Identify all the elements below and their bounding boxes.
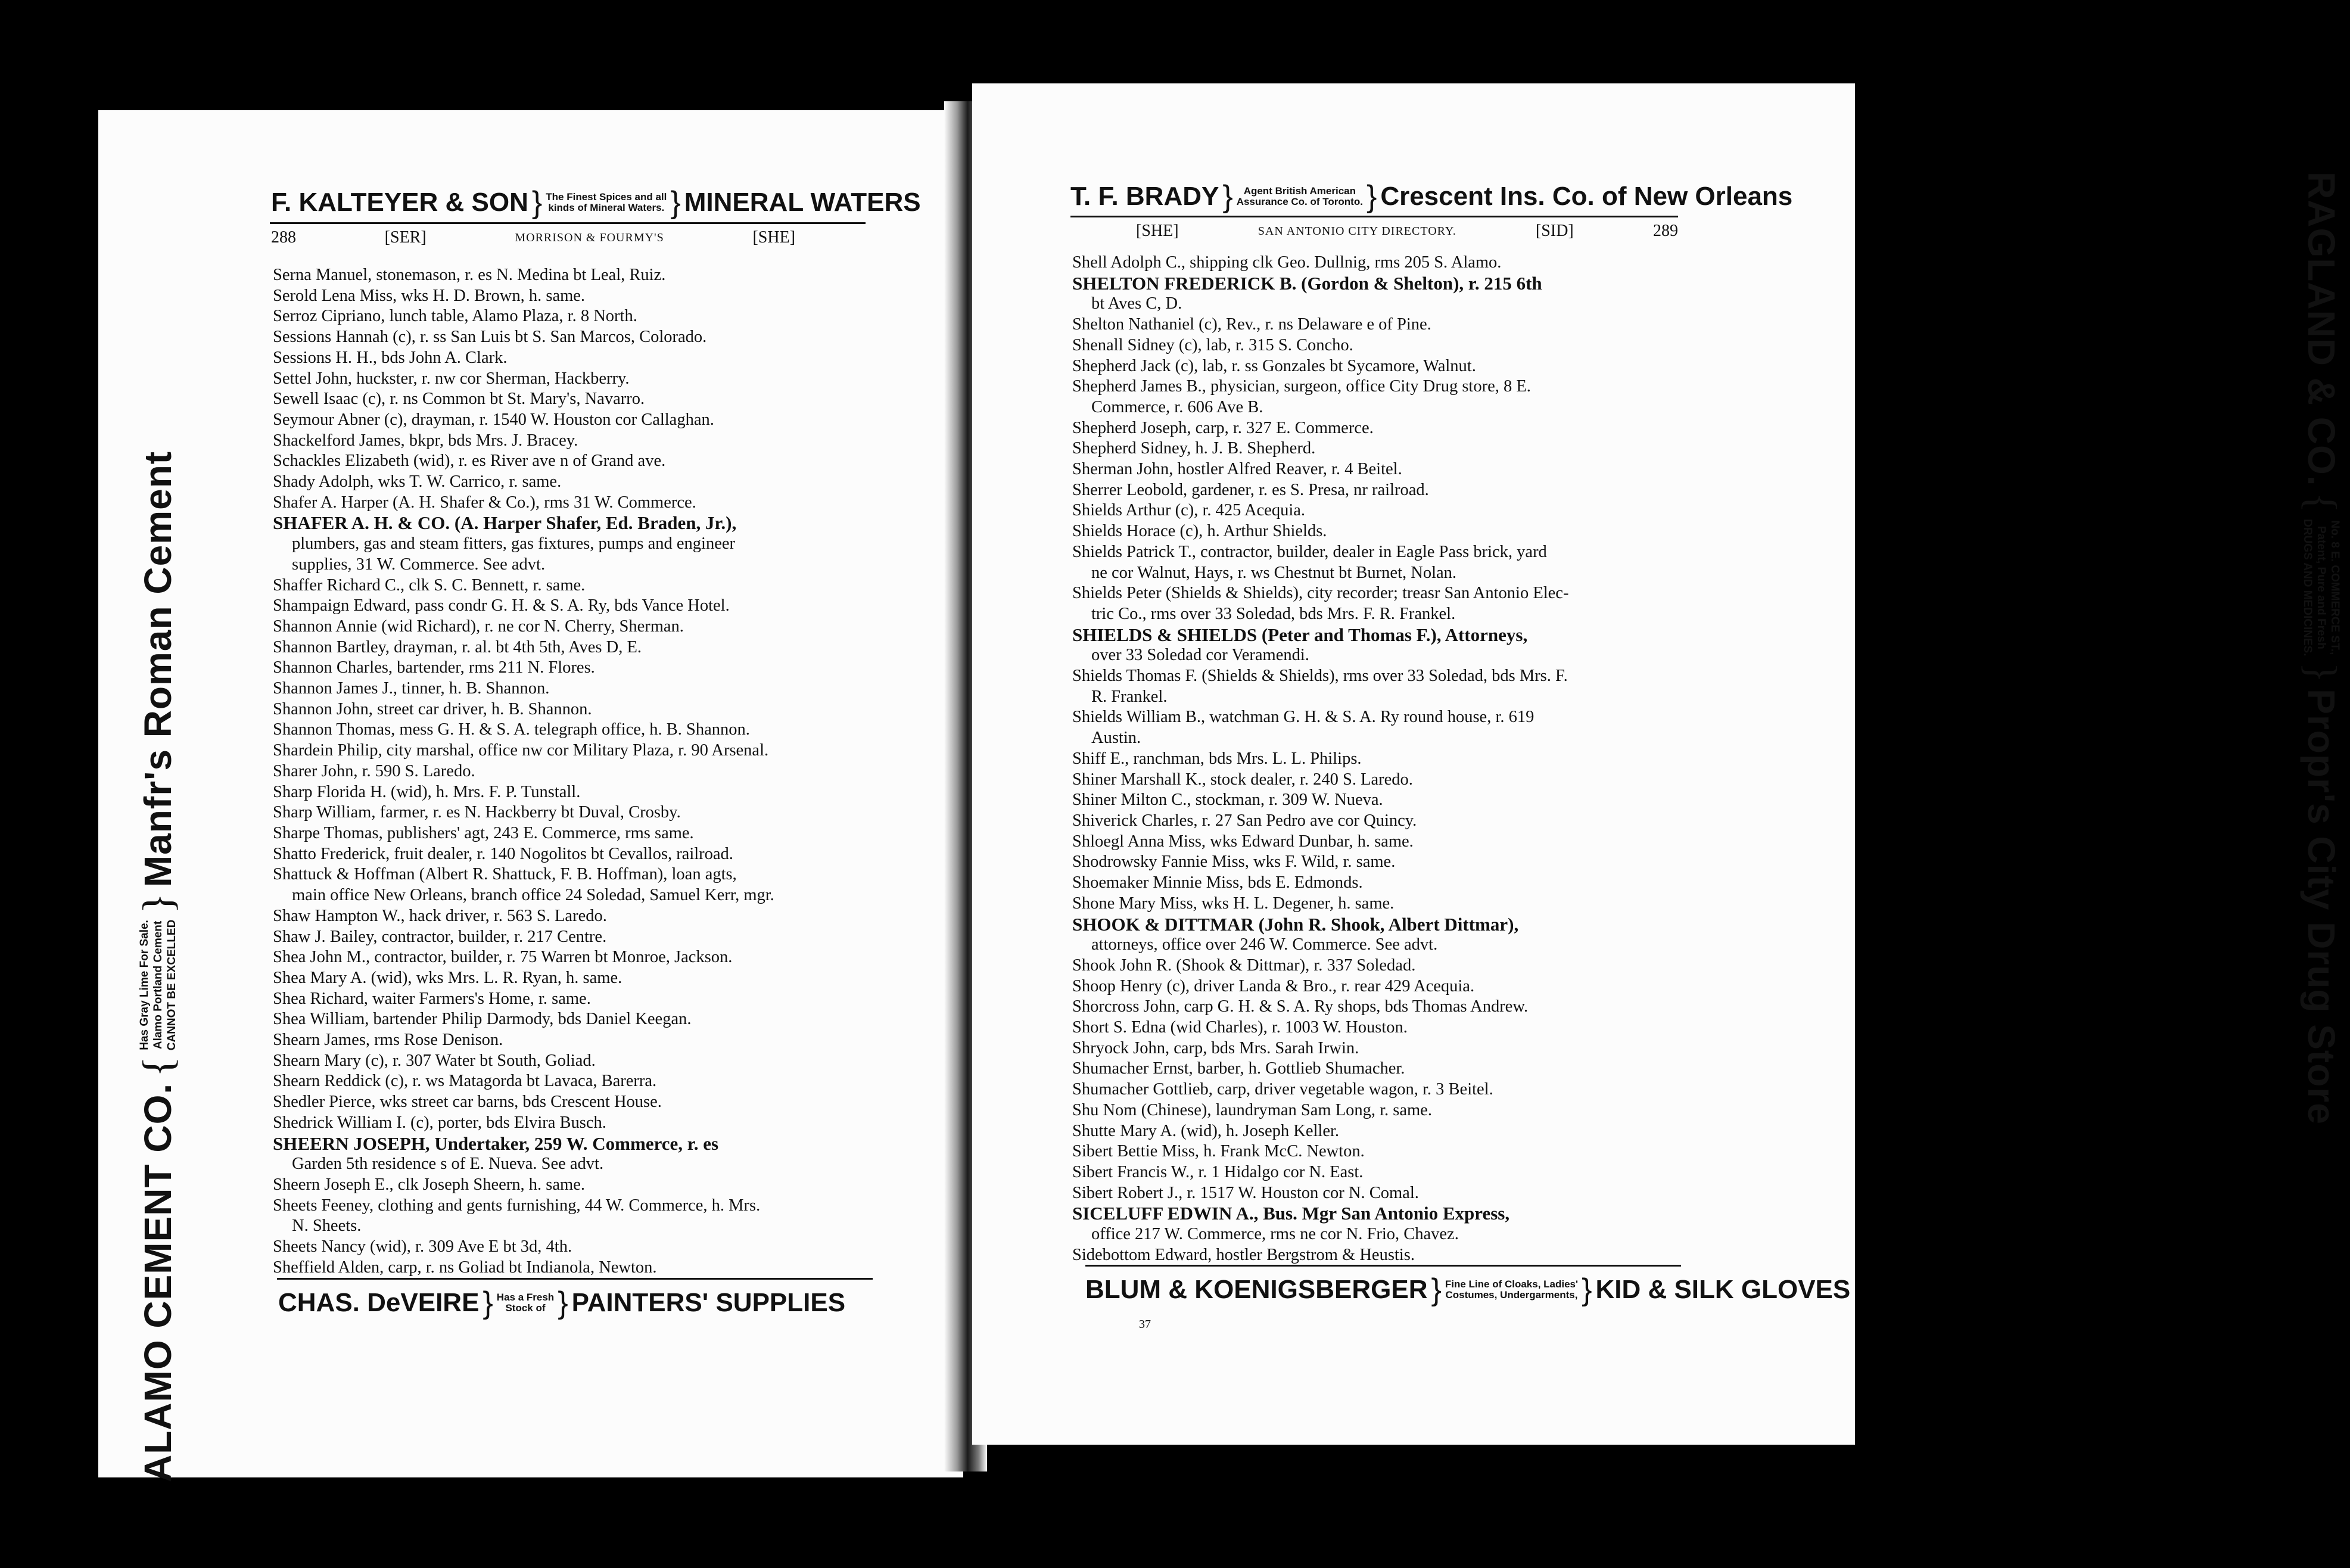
directory-entry — [273, 947, 774, 968]
top-advertisement: T. F. BRADY } Agent British American Assurance Co. of Toronto. } Crescent Ins. Co. of New Orleans — [1070, 179, 1793, 214]
directory-entry — [273, 927, 774, 948]
running-title: MORRISON & FOURMY'S — [515, 231, 664, 244]
ad-details — [497, 1292, 554, 1314]
ad-name: F. KALTEYER & SON — [271, 188, 528, 217]
directory-entry — [1072, 790, 1568, 811]
side-banner-line: Has Gray Lime For Sale. — [138, 920, 151, 1050]
directory-entry — [1072, 935, 1568, 956]
entry-text: Shearn James, rms Rose Denison. — [273, 1031, 503, 1050]
entry-text: Shannon Annie (wid Richard), r. ne cor N. Cherry, Sherman. — [273, 617, 684, 636]
directory-entry — [273, 864, 774, 885]
entry-text: N. Sheets. — [292, 1217, 362, 1236]
side-banner-company: ALAMO CEMENT CO. — [136, 1082, 179, 1482]
directory-entry — [273, 968, 774, 989]
directory-entry — [273, 451, 774, 472]
directory-entry — [273, 1216, 774, 1237]
entry-text: Shutte Mary A. (wid), h. Joseph Keller. — [1072, 1121, 1340, 1140]
entry-text: Shafer A. Harper (A. H. Shafer & Co.), rms 31 W. Commerce. — [273, 493, 696, 512]
entry-text: Shields Peter (Shields & Shields), city recorder; treasr San Antonio Elec- — [1072, 584, 1569, 603]
directory-entry — [273, 761, 774, 782]
side-banner-brace: } — [2298, 662, 2346, 683]
directory-entry — [1072, 480, 1568, 501]
entry-text: Shaw J. Bailey, contractor, builder, r. 217 Centre. — [273, 927, 607, 946]
side-banner-brace: { — [2298, 492, 2346, 514]
directory-entry — [273, 327, 774, 348]
directory-entry — [273, 410, 774, 431]
running-header — [271, 228, 795, 247]
bottom-advertisement: CHAS. DeVEIRE } Has a Fresh Stock of } PAINTERS' SUPPLIES — [278, 1286, 846, 1320]
directory-entry — [273, 1258, 774, 1278]
entry-text: Shiner Milton C., stockman, r. 309 W. Nueva. — [1072, 791, 1383, 810]
directory-entry — [273, 989, 774, 1010]
directory-entry — [273, 1196, 774, 1217]
header-key-left: [SER] — [384, 228, 427, 247]
directory-entry — [273, 472, 774, 493]
right-page — [972, 83, 2346, 1445]
side-banner-product: Manfr's Roman Cement — [136, 450, 179, 888]
directory-entry — [273, 575, 774, 596]
entry-text: Sheffield Alden, carp, r. ns Goliad bt Indianola, Newton. — [273, 1258, 657, 1277]
directory-entry — [1072, 1079, 1568, 1100]
directory-entry — [1072, 956, 1568, 976]
side-banner-line: No. 8 E. COMMERCE ST., — [2329, 520, 2342, 655]
directory-entry — [1072, 418, 1568, 439]
entry-text: tric Co., rms over 33 Soledad, bds Mrs. F. R. Frankel. — [1091, 604, 1456, 623]
directory-entry — [273, 534, 774, 555]
directory-entry — [1072, 976, 1568, 997]
directory-entry — [273, 823, 774, 844]
directory-entry — [273, 1030, 774, 1051]
directory-entry — [1072, 315, 1568, 335]
entry-text: Shumacher Gottlieb, carp, driver vegetable wagon, r. 3 Beitel. — [1072, 1080, 1493, 1099]
directory-entry — [273, 679, 774, 699]
entry-text: attorneys, office over 246 W. Commerce. See advt. — [1091, 935, 1438, 954]
directory-entry — [273, 699, 774, 720]
entry-text: Sheern Joseph E., clk Joseph Sheern, h. same. — [273, 1175, 585, 1194]
entry-text: Schackles Elizabeth (wid), r. es River ave n of Grand ave. — [273, 452, 666, 471]
entry-text: Serold Lena Miss, wks H. D. Brown, h. same. — [273, 286, 586, 305]
side-banner-line: DRUGS AND MEDICINES. — [2301, 519, 2314, 657]
right-side-banner — [2293, 172, 2350, 1399]
entry-text: Sheets Feeney, clothing and gents furnishing, 44 W. Commerce, h. Mrs. — [273, 1196, 761, 1215]
directory-entry — [1072, 1162, 1568, 1183]
directory-entry — [273, 493, 774, 514]
entry-text: Sharp Florida H. (wid), h. Mrs. F. P. Tunstall. — [273, 782, 581, 801]
entry-text: Shields William B., watchman G. H. & S. A. Ry round house, r. 619 — [1072, 708, 1534, 727]
entry-text: Shannon James J., tinner, h. B. Shannon. — [273, 679, 550, 698]
directory-entry — [1072, 1203, 1568, 1224]
directory-entry — [273, 1237, 774, 1258]
header-key-left: [SHE] — [1136, 222, 1179, 240]
directory-entry — [273, 802, 774, 823]
directory-entry — [273, 431, 774, 452]
side-banner-product: Propr's City Drug Store — [2300, 689, 2343, 1125]
signature-mark: 37 — [1139, 1318, 1151, 1331]
entry-text: Sharp William, farmer, r. es N. Hackberry bt Duval, Crosby. — [273, 803, 681, 822]
directory-entry — [1072, 521, 1568, 542]
entry-text: Shields Patrick T., contractor, builder, dealer in Eagle Pass brick, yard — [1072, 542, 1547, 561]
entry-text: Commerce, r. 606 Ave B. — [1091, 397, 1263, 416]
entry-text: Shatto Frederick, fruit dealer, r. 140 Nogolitos bt Cevallos, railroad. — [273, 844, 733, 863]
directory-entry — [273, 389, 774, 410]
directory-entry — [1072, 811, 1568, 832]
directory-entry — [1072, 625, 1568, 646]
entry-text: SICELUFF EDWIN A., Bus. Mgr San Antonio Express, — [1072, 1203, 1510, 1224]
running-header — [1136, 222, 1678, 241]
ad-right: KID & SILK GLOVES — [1595, 1275, 1851, 1304]
directory-entry — [1072, 997, 1568, 1018]
directory-entry — [1072, 894, 1568, 914]
footer-rule — [277, 1278, 873, 1280]
entry-text: Shea John M., contractor, builder, r. 75 Warren bt Monroe, Jackson. — [273, 948, 733, 967]
directory-entry — [1072, 500, 1568, 521]
entry-text: Shorcross John, carp G. H. & S. A. Ry shops, bds Thomas Andrew. — [1072, 997, 1529, 1016]
directory-entry — [1072, 294, 1568, 315]
directory-entry — [273, 1051, 774, 1072]
bottom-advertisement: BLUM & KOENIGSBERGER } Fine Line of Cloaks, Ladies' Costumes, Undergarments, } KID & SILK GLOVES — [1085, 1273, 1851, 1307]
entry-text: Sherman John, hostler Alfred Reaver, r. 4 Beitel. — [1072, 460, 1402, 479]
directory-entry — [1072, 273, 1568, 294]
entry-text: Austin. — [1091, 729, 1141, 748]
ad-name: BLUM & KOENIGSBERGER — [1085, 1275, 1428, 1304]
directory-entry — [1072, 852, 1568, 873]
entry-text: Shearn Mary (c), r. 307 Water bt South, Goliad. — [273, 1051, 596, 1070]
side-banner-details — [138, 920, 179, 1051]
directory-entry — [1072, 914, 1568, 935]
entry-text: Shepherd Sidney, h. J. B. Shepherd. — [1072, 439, 1316, 458]
directory-entry — [1072, 1183, 1568, 1204]
directory-entry — [273, 720, 774, 741]
directory-entry — [273, 555, 774, 575]
entry-text: Seymour Abner (c), drayman, r. 1540 W. Houston cor Callaghan. — [273, 410, 714, 429]
entry-text: Sherrer Leobold, gardener, r. es S. Presa, nr railroad. — [1072, 480, 1429, 499]
directory-entry — [273, 306, 774, 327]
entry-text: bt Aves C, D. — [1091, 294, 1182, 313]
entry-text: Sibert Bettie Miss, h. Frank McC. Newton. — [1072, 1142, 1365, 1161]
directory-entry — [1072, 645, 1568, 666]
entry-text: Shardein Philip, city marshal, office nw cor Military Plaza, r. 90 Arsenal. — [273, 741, 769, 760]
directory-entry — [273, 658, 774, 679]
directory-entry — [1072, 1018, 1568, 1038]
entry-text: Sibert Francis W., r. 1 Hidalgo cor N. East. — [1072, 1162, 1364, 1181]
directory-entry — [273, 1071, 774, 1092]
ad-right: Crescent Ins. Co. of New Orleans — [1380, 182, 1793, 211]
entry-text: Shedrick William I. (c), porter, bds Elvira Busch. — [273, 1113, 606, 1132]
ad-detail-line: kinds of Mineral Waters. — [548, 202, 665, 213]
directory-entry — [1072, 438, 1568, 459]
side-banner-brace: { — [133, 1056, 182, 1077]
entry-text: Shampaign Edward, pass condr G. H. & S. A. Ry, bds Vance Hotel. — [273, 596, 730, 615]
directory-entry — [273, 348, 774, 369]
directory-entry — [273, 885, 774, 906]
entry-text: Sheets Nancy (wid), r. 309 Ave E bt 3d, 4th. — [273, 1237, 572, 1256]
ad-detail-line: Assurance Co. of Toronto. — [1236, 196, 1363, 207]
ad-detail-line: The Finest Spices and all — [546, 191, 667, 203]
side-banner-company: RAGLAND & CO. — [2300, 172, 2343, 487]
entry-text: over 33 Soledad cor Veramendi. — [1091, 646, 1309, 665]
entry-text: Sewell Isaac (c), r. ns Common bt St. Mary's, Navarro. — [273, 390, 645, 409]
entry-text: Short S. Edna (wid Charles), r. 1003 W. Houston. — [1072, 1018, 1408, 1037]
directory-entry — [273, 617, 774, 637]
header-rule — [270, 222, 866, 224]
entry-text: Shodrowsky Fannie Miss, wks F. Wild, r. same. — [1072, 853, 1396, 872]
directory-entry — [273, 906, 774, 927]
directory-entry — [273, 286, 774, 307]
directory-entry — [1072, 1038, 1568, 1059]
entry-text: Sharer John, r. 590 S. Laredo. — [273, 761, 475, 780]
directory-entry — [273, 782, 774, 803]
header-key-right: [SHE] — [752, 228, 795, 247]
directory-entry — [1072, 687, 1568, 708]
directory-entry — [1072, 1224, 1568, 1245]
entry-text: Shone Mary Miss, wks H. L. Degener, h. same. — [1072, 894, 1395, 913]
ad-detail-line: Fine Line of Cloaks, Ladies' — [1445, 1278, 1579, 1290]
entry-text: SHOOK & DITTMAR (John R. Shook, Albert Dittmar), — [1072, 913, 1519, 935]
entry-text: Garden 5th residence s of E. Nueva. See advt. — [292, 1155, 604, 1174]
ad-name: CHAS. DeVEIRE — [278, 1288, 480, 1317]
entry-text: Sidebottom Edward, hostler Bergstrom & Heustis. — [1072, 1245, 1415, 1264]
entry-text: Shannon Thomas, mess G. H. & S. A. telegraph office, h. B. Shannon. — [273, 720, 750, 739]
directory-entry — [1072, 253, 1568, 273]
directory-entry — [1072, 666, 1568, 687]
footer-rule — [1085, 1265, 1681, 1267]
entry-text: main office New Orleans, branch office 24 Soledad, Samuel Kerr, mgr. — [292, 886, 774, 905]
page-number: 288 — [271, 228, 296, 247]
ad-details — [546, 192, 667, 213]
entry-text: Shryock John, carp, bds Mrs. Sarah Irwin. — [1072, 1038, 1359, 1057]
directory-entry — [1072, 397, 1568, 418]
side-banner-line: CANNOT BE EXCELLED — [165, 919, 178, 1051]
side-banner-line: Patent, Pure and Fresh — [2315, 525, 2328, 649]
entry-text: Shell Adolph C., shipping clk Geo. Dullnig, rms 205 S. Alamo. — [1072, 253, 1502, 272]
directory-entry — [1072, 749, 1568, 770]
entry-text: SHIELDS & SHIELDS (Peter and Thomas F.), Attorneys, — [1072, 624, 1528, 645]
entry-text: Sibert Robert J., r. 1517 W. Houston cor N. Comal. — [1072, 1183, 1419, 1202]
ad-right: MINERAL WATERS — [684, 188, 921, 217]
entry-text: SHELTON FREDERICK B. (Gordon & Shelton), r. 215 6th — [1072, 272, 1542, 294]
entry-text: Shenall Sidney (c), lab, r. 315 S. Concho. — [1072, 335, 1353, 354]
entry-text: SHEERN JOSEPH, Undertaker, 259 W. Commerce, r. es — [273, 1133, 719, 1154]
directory-entry — [273, 513, 774, 534]
entry-text: Shattuck & Hoffman (Albert R. Shattuck, F. B. Hoffman), loan agts, — [273, 865, 737, 884]
directory-entry — [1072, 707, 1568, 728]
entry-text: Shannon Bartley, drayman, r. al. bt 4th 5th, Aves D, E. — [273, 637, 642, 657]
entry-text: Shea William, bartender Philip Darmody, bds Daniel Keegan. — [273, 1010, 692, 1029]
entry-text: Shepherd James B., physician, surgeon, office City Drug store, 8 E. — [1072, 377, 1531, 396]
running-title: SAN ANTONIO CITY DIRECTORY. — [1258, 224, 1456, 238]
entry-text: Sessions Hannah (c), r. ss San Luis bt S. San Marcos, Colorado. — [273, 328, 707, 347]
directory-entry — [273, 1134, 774, 1155]
directory-entry — [273, 844, 774, 865]
side-banner-line: Alamo Portland Cement — [151, 920, 164, 1050]
directory-entry — [273, 596, 774, 617]
ad-details — [1237, 186, 1363, 207]
entry-text: plumbers, gas and steam fitters, gas fixtures, pumps and engineer — [292, 534, 735, 553]
directory-entry — [1072, 563, 1568, 584]
entry-text: Shiner Marshall K., stock dealer, r. 240 S. Laredo. — [1072, 770, 1413, 789]
directory-entry — [273, 637, 774, 658]
directory-entry — [273, 265, 774, 286]
entry-text: Shackelford James, bkpr, bds Mrs. J. Bracey. — [273, 431, 578, 450]
entry-text: supplies, 31 W. Commerce. See advt. — [292, 555, 546, 574]
directory-entry — [273, 1175, 774, 1196]
entry-text: Shedler Pierce, wks street car barns, bds Crescent House. — [273, 1093, 662, 1112]
entry-text: Sharpe Thomas, publishers' agt, 243 E. Commerce, rms same. — [273, 823, 694, 842]
entry-text: office 217 W. Commerce, rms ne cor N. Frio, Chavez. — [1091, 1225, 1459, 1244]
entry-text: Shepherd Joseph, carp, r. 327 E. Commerce. — [1072, 418, 1374, 437]
side-banner-brace: } — [133, 893, 182, 914]
directory-entry — [273, 369, 774, 390]
directory-entry — [273, 1009, 774, 1030]
directory-entry — [1072, 1121, 1568, 1142]
entry-text: Shepherd Jack (c), lab, r. ss Gonzales bt Sycamore, Walnut. — [1072, 356, 1476, 375]
directory-entry — [1072, 356, 1568, 377]
entry-text: Shady Adolph, wks T. W. Carrico, r. same. — [273, 472, 562, 491]
directory-entries — [1072, 253, 1568, 1265]
directory-entry — [1072, 377, 1568, 397]
ad-name: T. F. BRADY — [1070, 182, 1219, 211]
entry-text: Shannon John, street car driver, h. B. Shannon. — [273, 699, 592, 718]
entry-text: Sessions H. H., bds John A. Clark. — [273, 348, 508, 367]
directory-entry — [1072, 770, 1568, 791]
entry-text: Shannon Charles, bartender, rms 211 N. Flores. — [273, 658, 595, 677]
directory-entry — [1072, 1245, 1568, 1266]
entry-text: R. Frankel. — [1091, 687, 1168, 706]
directory-entry — [1072, 1141, 1568, 1162]
directory-entry — [1072, 728, 1568, 749]
entry-text: Shoemaker Minnie Miss, bds E. Edmonds. — [1072, 873, 1363, 892]
entry-text: Shiff E., ranchman, bds Mrs. L. L. Philips. — [1072, 749, 1362, 768]
directory-entry — [1072, 1059, 1568, 1079]
directory-entry — [1072, 335, 1568, 356]
entry-text: Shaw Hampton W., hack driver, r. 563 S. Laredo. — [273, 906, 607, 925]
directory-entry — [273, 1113, 774, 1134]
directory-entry — [273, 1154, 774, 1175]
entry-text: Shelton Nathaniel (c), Rev., r. ns Delaware e of Pine. — [1072, 315, 1431, 334]
entry-text: Shu Nom (Chinese), laundryman Sam Long, r. same. — [1072, 1100, 1432, 1119]
ad-detail-line: Stock of — [505, 1302, 546, 1314]
directory-entry — [273, 1092, 774, 1113]
entry-text: Shea Mary A. (wid), wks Mrs. L. R. Ryan, h. same. — [273, 968, 622, 987]
directory-entry — [1072, 1100, 1568, 1121]
ad-detail-line: Costumes, Undergarments, — [1445, 1289, 1578, 1301]
directory-entry — [1072, 542, 1568, 563]
entry-text: Shields Arthur (c), r. 425 Acequia. — [1072, 501, 1306, 520]
entry-text: Shields Horace (c), h. Arthur Shields. — [1072, 522, 1327, 541]
entry-text: Serna Manuel, stonemason, r. es N. Medina bt Leal, Ruiz. — [273, 266, 666, 284]
header-rule — [1070, 216, 1678, 217]
entry-text: Shields Thomas F. (Shields & Shields), rms over 33 Soledad, bds Mrs. F. — [1072, 667, 1568, 686]
ad-detail-line: Has a Fresh — [496, 1292, 555, 1303]
directory-entry — [273, 741, 774, 761]
directory-entry — [1072, 604, 1568, 625]
left-side-banner — [129, 172, 186, 1482]
entry-text: Shea Richard, waiter Farmers's Home, r. same. — [273, 989, 591, 1008]
ad-details — [1445, 1279, 1578, 1301]
page-number: 289 — [1652, 222, 1678, 240]
entry-text: Shloegl Anna Miss, wks Edward Dunbar, h. same. — [1072, 832, 1414, 851]
entry-text: Shoop Henry (c), driver Landa & Bro., r. rear 429 Acequia. — [1072, 976, 1475, 995]
entry-text: ne cor Walnut, Hays, r. ws Chestnut bt Burnet, Nolan. — [1091, 563, 1457, 582]
entry-text: Serroz Cipriano, lunch table, Alamo Plaza, r. 8 North. — [273, 307, 637, 326]
side-banner-details — [2301, 519, 2342, 656]
entry-text: SHAFER A. H. & CO. (A. Harper Shafer, Ed. Braden, Jr.), — [273, 512, 737, 534]
entry-text: Shaffer Richard C., clk S. C. Bennett, r. same. — [273, 575, 586, 595]
directory-entry — [1072, 583, 1568, 604]
directory-entry — [1072, 459, 1568, 480]
top-advertisement: F. KALTEYER & SON } The Finest Spices and all kinds of Mineral Waters. } MINERAL WATERS — [271, 185, 921, 220]
directory-entries — [273, 265, 774, 1278]
entry-text: Shook John R. (Shook & Dittmar), r. 337 Soledad. — [1072, 956, 1416, 975]
entry-text: Shumacher Ernst, barber, h. Gottlieb Shumacher. — [1072, 1059, 1405, 1078]
directory-entry — [1072, 873, 1568, 894]
left-page — [98, 110, 963, 1482]
entry-text: Settel John, huckster, r. nw cor Sherman, Hackberry. — [273, 369, 630, 388]
directory-entry — [1072, 832, 1568, 853]
ad-right: PAINTERS' SUPPLIES — [571, 1288, 846, 1317]
entry-text: Shearn Reddick (c), r. ws Matagorda bt Lavaca, Barerra. — [273, 1072, 657, 1091]
ad-detail-line: Agent British American — [1243, 185, 1356, 197]
entry-text: Shiverick Charles, r. 27 San Pedro ave cor Quincy. — [1072, 811, 1417, 830]
header-key-right: [SID] — [1535, 222, 1574, 240]
